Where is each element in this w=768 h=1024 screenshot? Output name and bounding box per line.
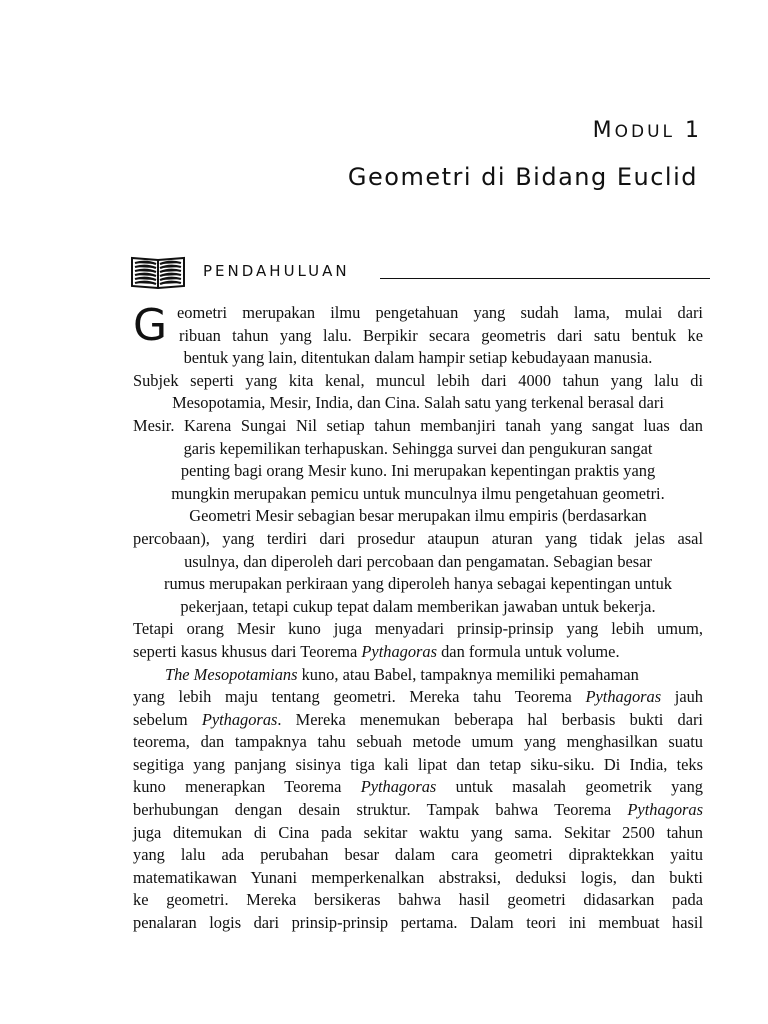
text-line: ribuan tahun yang lalu. Berpikir secara geometris dari satu bentuk ke [179,325,703,345]
text-line: mungkin merupakan pemicu untuk munculnya ilmu pengetahuan geometri. [171,483,665,503]
section-header [130,252,710,292]
module-word-rest: ODUL [614,122,675,142]
text-line: garis kepemilikan terhapuskan. Sehingga survei dan pengukuran sangat [183,438,653,458]
module-number: 1 [685,118,702,143]
text-line: Geometri Mesir sebagian besar merupakan ilmu empiris (berdasarkan [189,506,647,526]
text-line: Subjek seperti yang kita kenal, muncul lebih dari 4000 tahun yang lalu di [133,370,703,390]
text-span: sebelum [133,709,202,729]
text-line: teorema, dan tampaknya tahu sebuah metode umum yang menghasilkan suatu [133,732,703,752]
text-line: percobaan), yang terdiri dari prosedur ataupun aturan yang tidak jelas asal [133,528,703,548]
text-line: Mesir. Karena Sungai Nil setiap tahun membanjiri tanah yang sangat luas dan [133,415,703,435]
section-rule [380,278,710,279]
text-line [133,664,703,687]
open-book-icon [130,254,186,290]
text-line: penting bagi orang Mesir kuno. Ini merupakan kepentingan praktis yang [180,461,656,481]
text-line [133,799,703,822]
text-line: bentuk yang lain, ditentukan dalam hampir setiap kebudayaan manusia. [183,348,653,368]
italic-term: Pythagoras [627,800,703,820]
text-line: pekerjaan, tetapi cukup tepat dalam memberikan jawaban untuk bekerja. [180,596,656,616]
text-line: Mesopotamia, Mesir, India, dan Cina. Salah satu yang terkenal berasal dari [172,393,664,413]
text-line: penalaran logis dari prinsip-prinsip pertama. Dalam teori ini membuat hasil [133,913,703,933]
text-span: kuno menerapkan Teorema [133,777,361,797]
text-span: yang lebih maju tentang geometri. Mereka tahu Teorema [133,687,586,707]
text-line: Tetapi orang Mesir kuno juga menyadari prinsip-prinsip yang lebih umum, [133,619,703,639]
text-line: eometri merupakan ilmu pengetahuan yang sudah lama, mulai dari [177,303,703,322]
italic-term: The Mesopotamians [165,664,298,684]
body-text [133,302,703,935]
module-initial: M [592,118,615,143]
text-span: seperti kasus khusus dari Teorema [133,641,362,661]
text-line: juga ditemukan di Cina pada sekitar waktu yang sama. Sekitar 2500 tahun [133,822,703,842]
text-line [133,709,703,732]
text-line: segitiga yang panjang sisinya tiga kali lipat dan tetap siku-siku. Di India, teks [133,754,703,774]
text-line: ke geometri. Mereka bersikeras bahwa hasil geometri didasarkan pada [133,890,703,910]
text-span: jauh [661,687,703,707]
text-span: dan formula untuk volume. [437,641,620,661]
text-span: berhubungan dengan desain struktur. Tampak bahwa Teorema [133,800,628,820]
drop-cap: G [133,300,168,351]
text-line: yang lalu ada perubahan besar dalam cara geometri dipraktekkan yaitu [133,845,703,865]
text-line: matematikawan Yunani memperkenalkan abstraksi, deduksi logis, dan bukti [133,867,703,887]
text-line: rumus merupakan perkiraan yang diperoleh hanya sebagai kepentingan untuk [164,574,672,594]
text-span: . Mereka menemukan beberapa hal berbasis bukti dari [277,709,703,729]
italic-term: Pythagoras [361,641,437,661]
text-span: kuno, atau Babel, tampaknya memiliki pemahaman [297,664,639,684]
text-line [133,686,703,709]
italic-term: Pythagoras [585,687,662,707]
italic-term: Pythagoras [201,709,278,729]
text-line [133,641,703,664]
chapter-title: Geometri di Bidang Euclid [347,163,698,191]
text-line: usulnya, dan diperoleh dari percobaan dan pengamatan. Sebagian besar [184,551,652,571]
text-span: untuk masalah geometrik yang [436,777,703,797]
module-label [593,118,702,143]
italic-term: Pythagoras [360,777,437,797]
section-label: PENDAHULUAN [203,262,354,280]
text-line [133,776,703,799]
